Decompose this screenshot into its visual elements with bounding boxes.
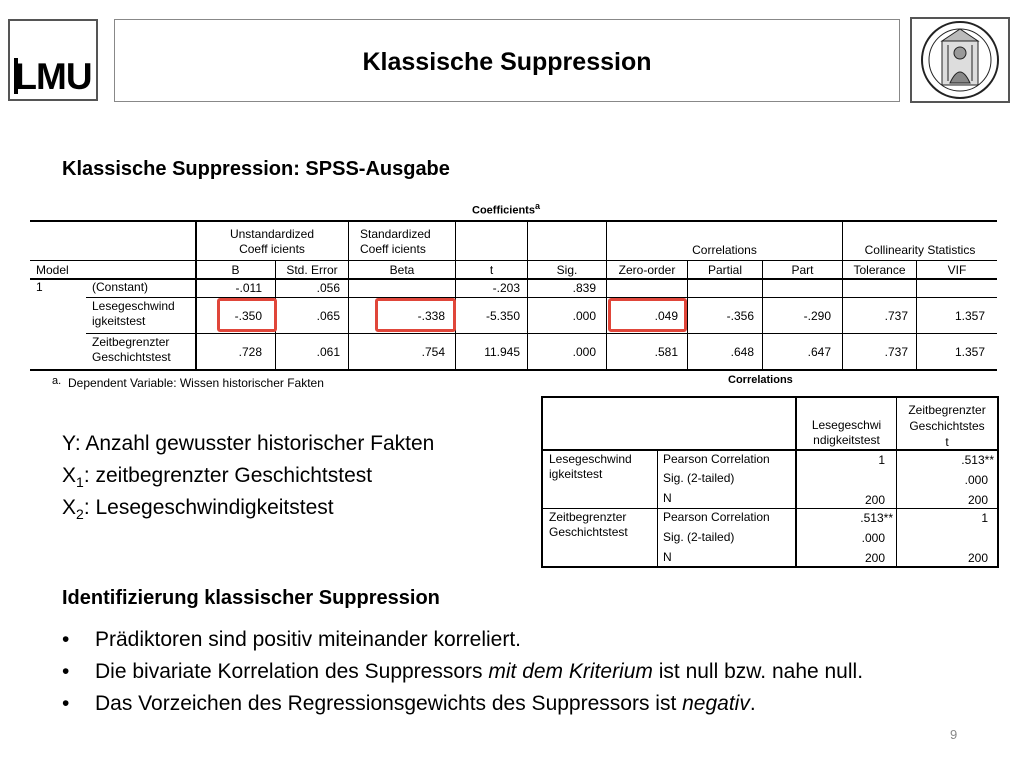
col-model: Model [36,263,69,277]
col-tolerance: Tolerance [853,263,906,277]
highlight-zero-order-lesegeschwindigkeit [608,298,687,332]
page-number: 9 [950,727,958,742]
cell-t: -5.350 [485,309,520,323]
col-part: Part [791,263,814,277]
cell-vif: 1.357 [954,309,985,323]
variable-definitions [62,430,434,526]
col-zero-order: Zero-order [618,263,676,277]
cell-b: .728 [238,345,262,359]
header-unstandardized: Unstandardized Coeff icients [229,227,315,256]
corr-value: .513** [860,511,893,525]
section-heading-spss: Klassische Suppression: SPSS-Ausgabe [62,158,450,180]
corr-value: 200 [967,551,988,565]
logo-text: LMU [14,56,92,97]
cell-part: -.290 [803,309,831,323]
cell-t: -.203 [492,281,520,295]
variable-y: Y: Anzahl gewusster historischer Fakten [62,432,435,455]
correlations-caption: Correlations [728,374,793,386]
cell-sig: .000 [572,309,596,323]
corr-col-lesegeschwindigkeit: Lesegeschwi ndigkeitstest [811,418,882,447]
corr-row-label: Zeitbegrenzter Geschichtstest [549,510,628,539]
header-correlations: Correlations [692,243,757,257]
col-std-error: Std. Error [286,263,338,277]
cell-se: .056 [316,281,340,295]
cell-vif: 1.357 [954,345,985,359]
col-beta: Beta [389,263,415,277]
footnote-mark: a. [52,375,62,387]
row-label: Lesegeschwind igkeitstest [92,299,175,328]
bullet-item: • Die bivariate Korrelation des Suppressors mit dem Kriterium ist null bzw. nahe null. [62,658,1002,690]
cell-beta: -.338 [417,309,445,323]
corr-value: 200 [864,551,885,565]
page-title: Klassische Suppression [362,48,652,76]
col-vif: VIF [947,263,967,277]
cell-beta: .754 [421,345,445,359]
corr-value: 1 [981,511,988,525]
bullet-list [62,626,1002,722]
cell-zero-order: .049 [654,309,678,323]
header-collinearity: Collinearity Statistics [864,243,976,257]
corr-value: 200 [967,493,988,507]
corr-col-zeitbegrenzter: Zeitbegrenzter Geschichtstes t [908,403,986,449]
university-seal-icon [910,17,1010,103]
col-sig: Sig. [556,263,578,277]
cell-partial: -.356 [726,309,754,323]
cell-tolerance: .737 [884,309,908,323]
cell-sig: .000 [572,345,596,359]
corr-value: 200 [864,493,885,507]
cell-sig: .839 [572,281,596,295]
cell-partial: .648 [730,345,754,359]
corr-row-label: Lesegeschwind igkeitstest [549,452,632,481]
row-label: Zeitbegrenzter Geschichtstest [92,335,171,364]
highlight-b-lesegeschwindigkeit [217,298,277,332]
stat-label: Sig. (2-tailed) [663,471,735,485]
corr-value: .000 [964,473,988,487]
cell-part: .647 [807,345,831,359]
cell-zero-order: .581 [654,345,678,359]
cell-se: .061 [316,345,340,359]
cell-t: 11.945 [484,345,520,359]
cell-tolerance: .737 [884,345,908,359]
model-number: 1 [36,280,43,294]
stat-label: Sig. (2-tailed) [663,530,735,544]
cell-b: -.350 [234,309,262,323]
header-standardized: Standardized Coeff icients [360,227,431,256]
col-t: t [489,263,494,277]
bullet-item: • Das Vorzeichen des Regressionsgewichts des Suppressors ist negativ. [62,690,1002,722]
col-partial: Partial [707,263,742,277]
stat-label: N [663,491,672,505]
row-label: (Constant) [92,280,149,294]
corr-value: .000 [861,531,885,545]
corr-value: .513** [961,453,994,467]
bullet-item: • Prädiktoren sind positiv miteinander korreliert. [62,626,1002,658]
cell-b: -.011 [235,281,262,295]
cell-se: .065 [316,309,340,323]
stat-label: Pearson Correlation [663,510,770,524]
stat-label: N [663,550,672,564]
variable-x1: $X_1$: zeitbegrenzter Geschichtstest [62,464,373,491]
coefficients-caption: Coefficients$^a$ [472,201,540,217]
col-b: B [231,263,240,277]
highlight-beta-lesegeschwindigkeit [375,298,456,332]
section-heading-identification: Identifizierung klassischer Suppression [62,587,440,609]
footnote: Dependent Variable: Wissen historischer Fakten [68,376,324,390]
corr-value: 1 [878,453,885,467]
stat-label: Pearson Correlation [663,452,770,466]
variable-x2: $X_2$: Lesegeschwindigkeitstest [62,496,334,523]
